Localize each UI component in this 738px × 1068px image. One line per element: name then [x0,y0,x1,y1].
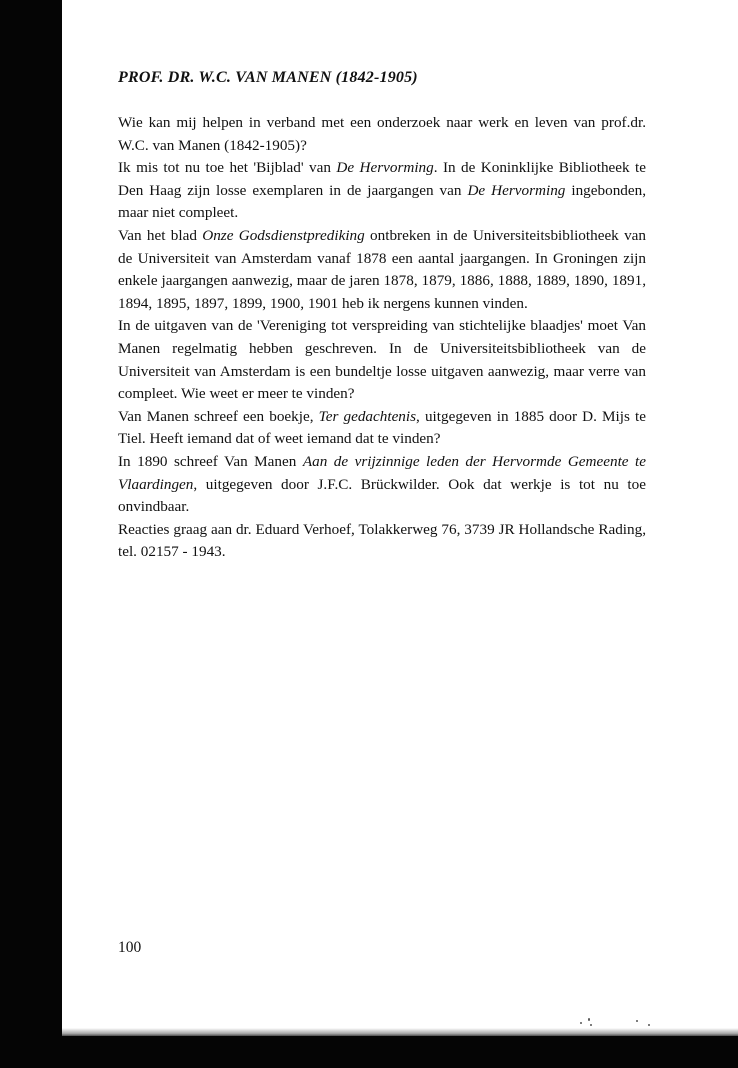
scan-left-border [0,0,62,1068]
paragraph-contact [118,519,646,564]
paragraph-text: Van Manen schreef een boekje, [118,407,319,425]
paragraph-boekje [118,406,646,451]
scan-speck [580,1022,582,1024]
paragraph-text: Ik mis tot nu toe het 'Bijblad' van [118,159,337,177]
article-body [118,112,646,564]
paragraph-text: Reacties graag aan dr. Eduard Verhoef, Tolakkerweg 76, 3739 JR Hollandsche Rading, tel. 02157 - 1943. [118,520,646,561]
paragraph-request [118,112,646,157]
paragraph-vlaardingen [118,451,646,519]
article-title: PROF. DR. W.C. VAN MANEN (1842-1905) [118,69,418,86]
book-title: Ter gedachtenis [318,407,417,425]
paragraph-text: . In de Koninklijke Bibliotheek te Den Haag zijn losse exemplaren in de jaargangen van [118,159,646,199]
paragraph-bijblad [118,157,646,225]
paragraph-text: ontbreken in de Universiteitsbibliotheek van de Universiteit van Amsterdam vanaf 1878 een aantal jaargangen. In Groningen zijn enkele jaargangen aanwezig, maar de jaren 1878, 1879, 1886, 1888, 1889, 1890, 1891, 1894, 1895, 1897, 1899, 1900, 1901 heb ik nergens kunnen vinden. [118,226,647,312]
page-number: 100 [118,939,142,956]
paragraph-godsdienstprediking [118,225,646,315]
paragraph-text: Wie kan mij helpen in verband met een onderzoek naar werk en leven van prof.dr. W.C. van Manen (1842-1905)? [118,114,646,154]
scan-artifacts [560,1012,670,1032]
paragraph-text: In de uitgaven van de 'Vereniging tot verspreiding van stichtelijke blaadjes' moet Van Manen regelmatig hebben geschreven. In de Universiteitsbibliotheek van de Universiteit van Amsterdam is een bundeltje losse uitgaven aanwezig, maar verre van compleet. Wie weet er meer te vinden? [118,317,646,403]
book-title: Aan de vrijzinnige leden der Hervormde Gemeente te Vlaardingen [118,452,646,493]
paragraph-text: , uitgegeven door J.F.C. Brückwilder. Ook dat werkje is tot nu toe onvindbaar. [118,475,646,516]
paragraph-text: ingebonden, maar niet compleet. [118,181,647,222]
scan-bottom-border [0,1036,738,1068]
paragraph-text: Van het blad [118,226,203,244]
paragraph-text: , uitgegeven in 1885 door D. Mijs te Tiel. Heeft iemand dat of weet iemand dat te vinden? [118,407,646,448]
periodical-title: Onze Godsdienstprediking [202,226,365,244]
scan-speck [588,1018,590,1021]
scan-speck [590,1024,592,1026]
page-content [118,66,646,564]
periodical-title: De Hervorming [336,159,434,177]
scan-speck [636,1020,638,1022]
scan-speck [648,1024,650,1026]
paragraph-text: In 1890 schreef Van Manen [118,452,303,470]
paragraph-vereniging [118,315,646,405]
periodical-title: De Hervorming [467,181,566,199]
